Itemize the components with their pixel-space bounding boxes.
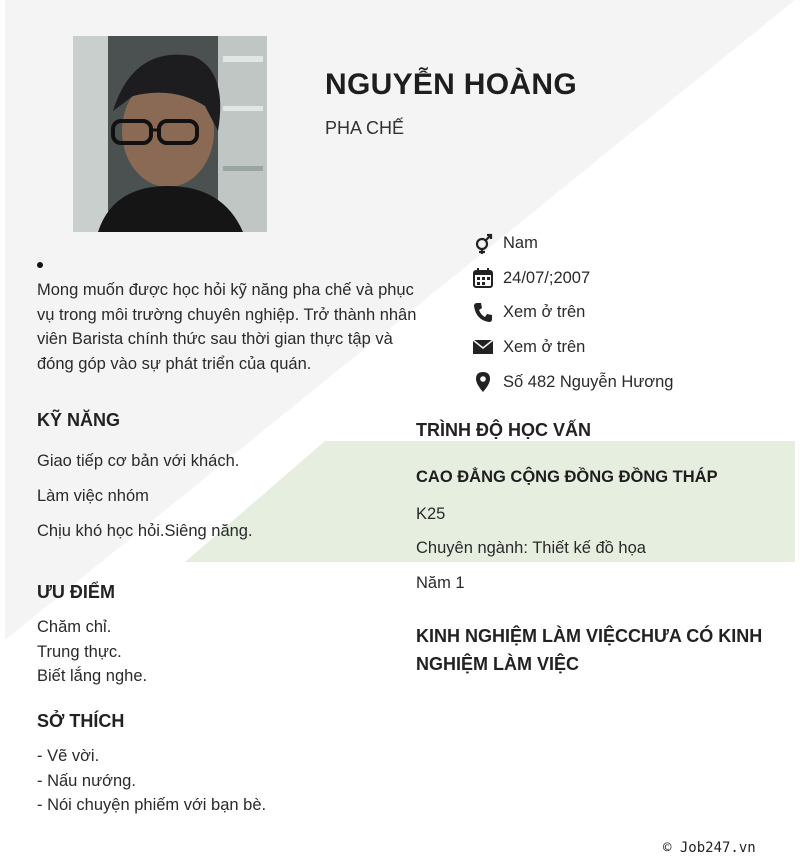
hobbies-title: SỞ THÍCH (37, 711, 125, 731)
candidate-name: NGUYỄN HOÀNG (325, 68, 577, 101)
experience-title: KINH NGHIỆM LÀM VIỆCCHƯA CÓ KINH NGHIỆM LÀM VIỆC (416, 626, 763, 674)
gender-icon (472, 232, 494, 254)
education-year: Năm 1 (416, 574, 465, 592)
skills-title: KỸ NĂNG (37, 410, 121, 430)
footer-copyright: © Job247.vn (663, 840, 756, 856)
contact-email-row (472, 336, 585, 358)
address-value: Số 482 Nguyễn Hương (503, 372, 674, 391)
email-icon (472, 336, 494, 358)
hobby-item: - Vẽ vời. (37, 747, 100, 765)
email-value: Xem ở trên (503, 337, 586, 356)
candidate-position: PHA CHẾ (325, 118, 405, 138)
education-major: Chuyên ngành: Thiết kế đồ họa (416, 539, 646, 557)
education-title: TRÌNH ĐỘ HỌC VẤN (416, 420, 591, 440)
strengths-list (37, 615, 147, 689)
location-icon (472, 371, 494, 393)
skill-item: Làm việc nhóm (37, 487, 149, 505)
strengths-title: ƯU ĐIỂM (37, 582, 115, 602)
strength-item: Biết lắng nghe. (37, 667, 148, 685)
profile-photo (73, 36, 267, 232)
hobby-item: - Nói chuyện phiếm với bạn bè. (37, 796, 267, 814)
bullet-dot (37, 262, 43, 268)
strength-item: Trung thực. (37, 642, 122, 661)
education-class: K25 (416, 505, 446, 523)
contact-phone-row (472, 301, 585, 323)
education-school: CAO ĐẲNG CỘNG ĐỒNG ĐỒNG THÁP (416, 468, 718, 486)
phone-icon (472, 301, 494, 323)
calendar-icon (472, 267, 494, 289)
phone-value: Xem ở trên (503, 302, 586, 321)
contact-gender-row (472, 232, 538, 254)
gender-value: Nam (503, 233, 538, 252)
hobbies-list (37, 744, 266, 818)
contact-address-row (472, 371, 673, 393)
strength-item: Chăm chỉ. (37, 618, 112, 636)
birthday-value: 24/07/;2007 (503, 268, 591, 287)
skill-item: Chịu khó học hỏi.Siêng năng. (37, 522, 253, 540)
hobby-item: - Nấu nướng. (37, 771, 136, 790)
skill-item: Giao tiếp cơ bản với khách. (37, 452, 240, 470)
career-objective: Mong muốn được học hỏi kỹ năng pha chế và phục vụ trong môi trường chuyên nghiệp. Trở thành nhân viên Barista chính thức sau thời gian thực tập và đóng góp vào sự phát triển của quán. (37, 281, 417, 373)
contact-birthday-row (472, 267, 590, 289)
